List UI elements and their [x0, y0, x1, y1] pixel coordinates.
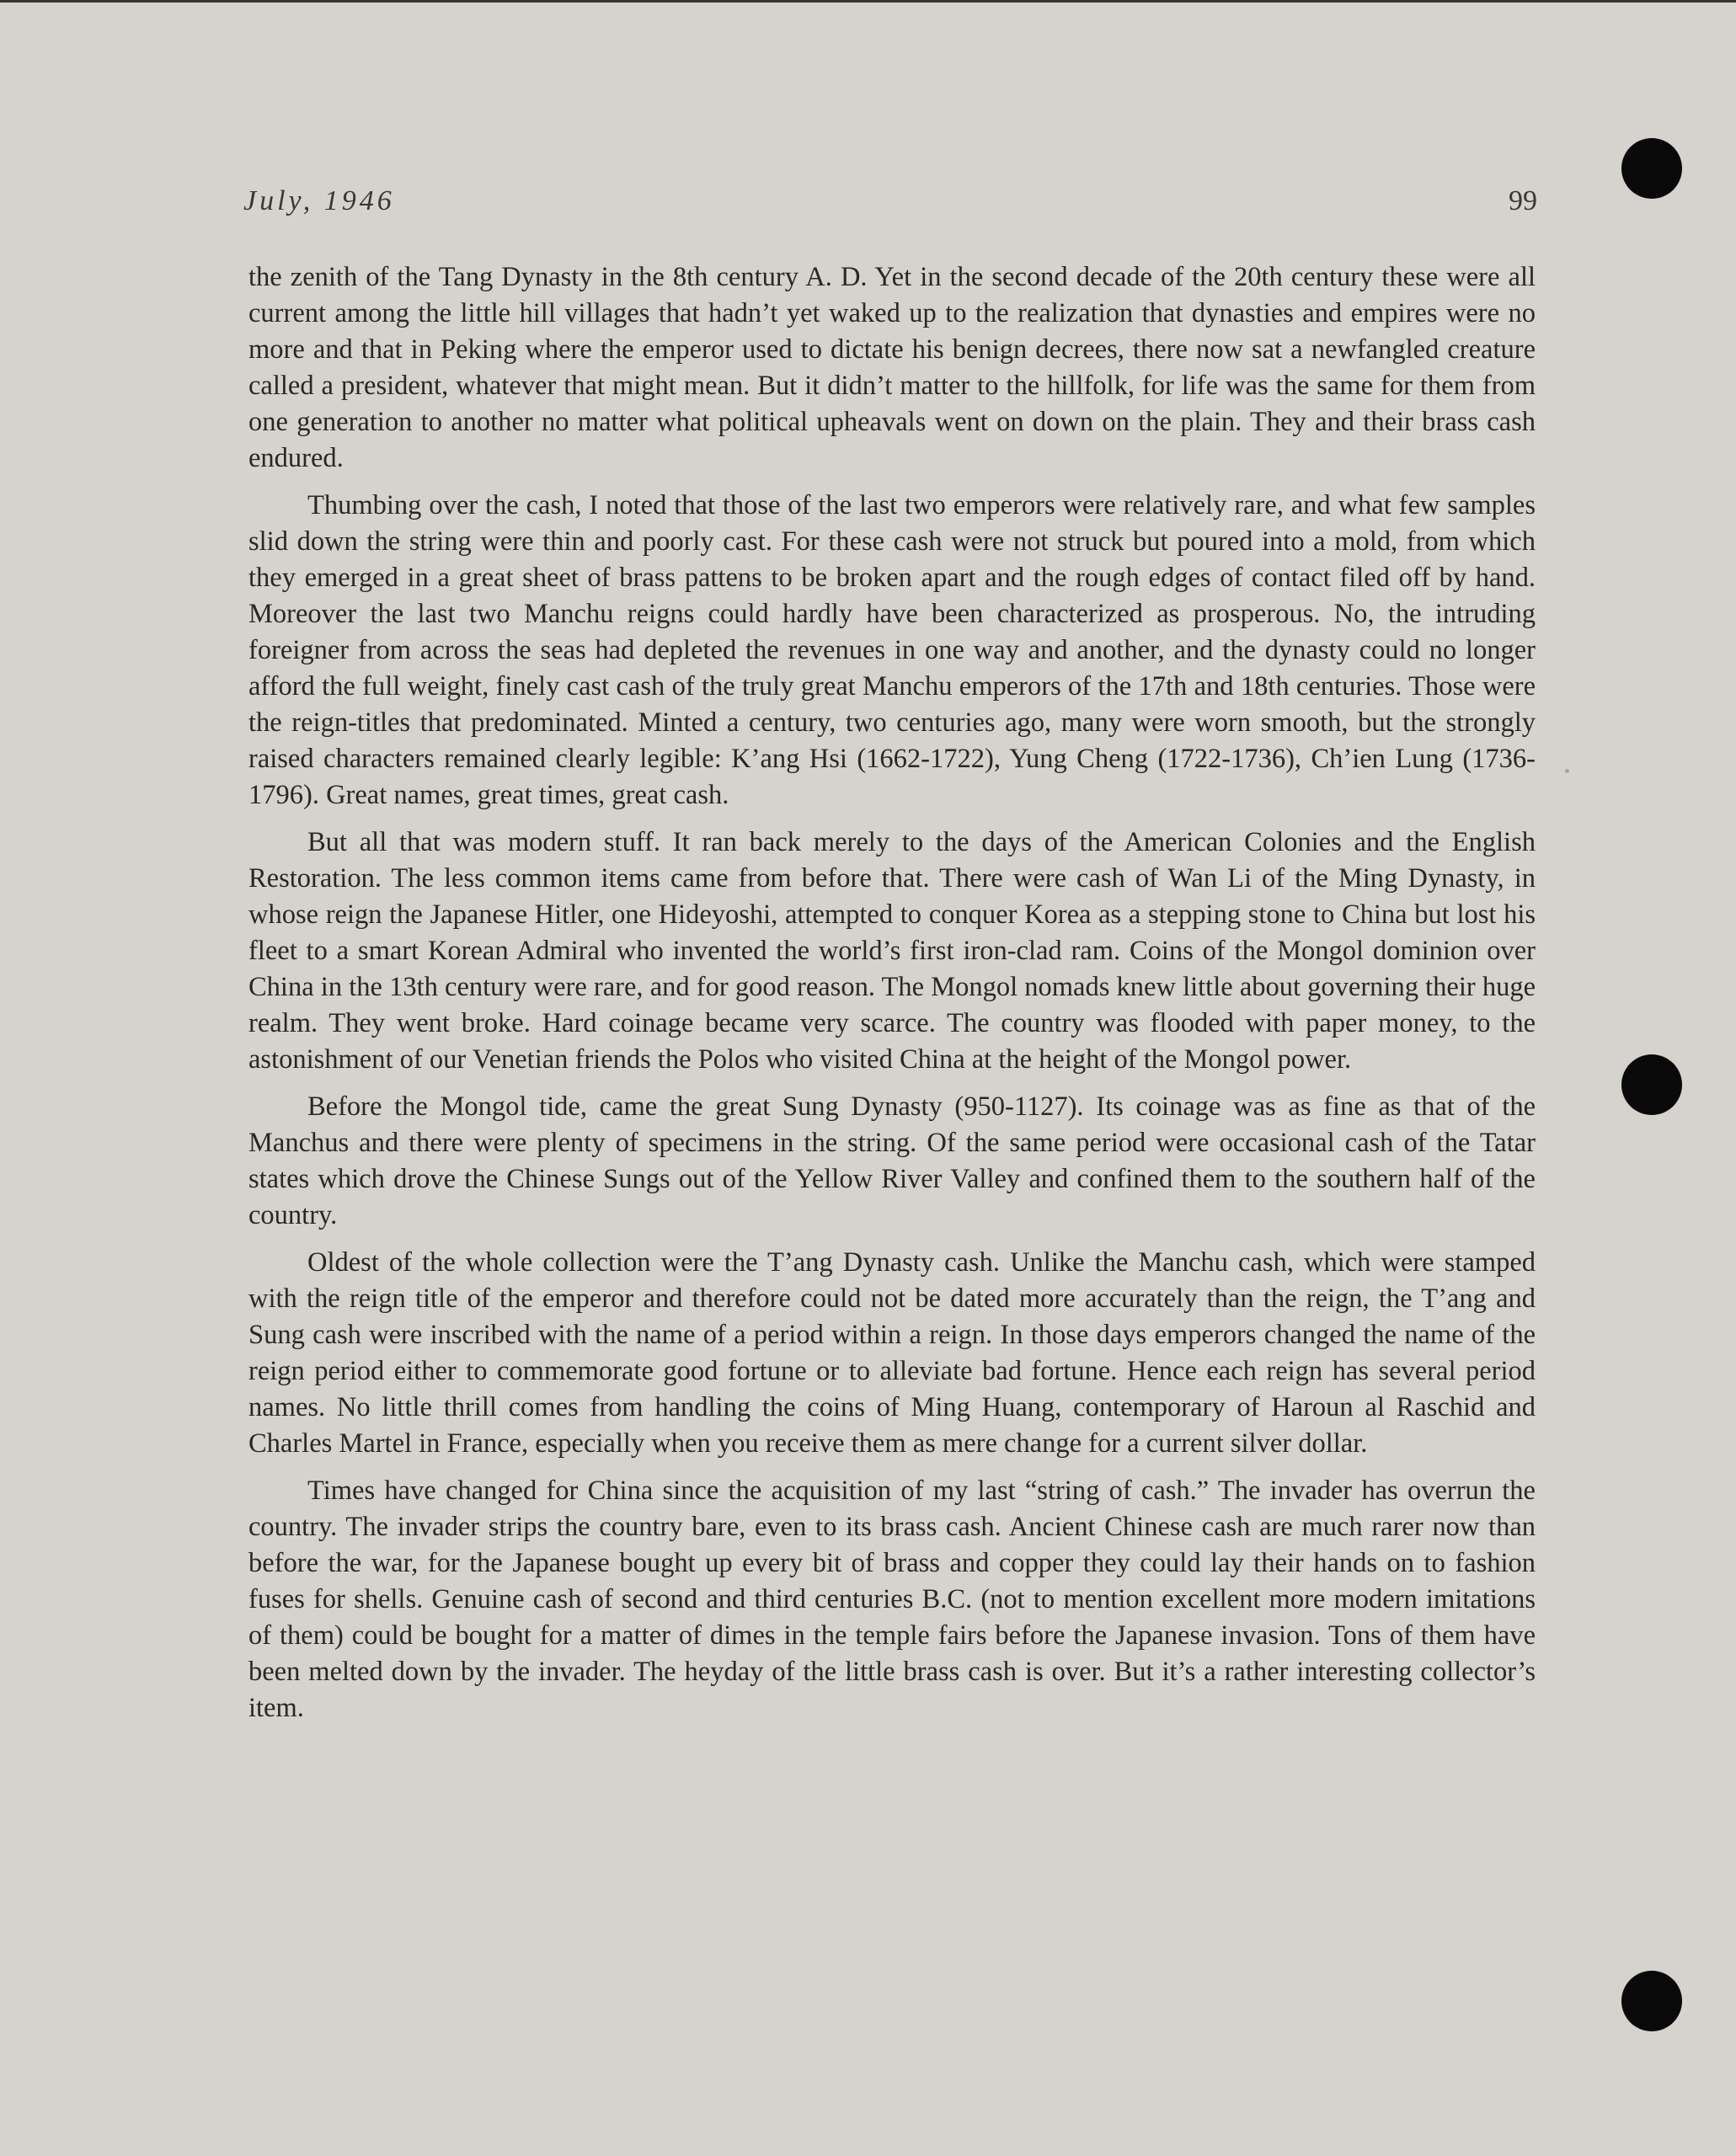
article-body — [248, 259, 1536, 1737]
paper-speck — [1565, 769, 1569, 773]
paragraph-6: Times have changed for China since the acquisition of my last “string of cash.” The invader has overrun the country. The invader strips the country bare, even to its brass cash. Ancient Chinese cash are much rarer now than before the war, for the Japanese bought up every bit of brass and copper they could lay their hands on to fashion fuses for shells. Genuine cash of second and third centuries B.C. (not to mention excellent more modern imitations of them) could be bought for a matter of dimes in the temple fairs before the Japanese invasion. Tons of them have been melted down by the invader. The heyday of the little brass cash is over. But it’s a rather interesting collector’s item. — [248, 1476, 1536, 1723]
binder-hole-bottom — [1621, 1971, 1682, 2031]
page-number: 99 — [1509, 185, 1537, 216]
binder-hole-middle — [1621, 1054, 1682, 1115]
paragraph-5: Oldest of the whole collection were the T’ang Dynasty cash. Unlike the Manchu cash, which were stamped with the reign title of the emperor and therefore could not be dated more accurately than the reign, the T’ang and Sung cash were inscribed with the name of a period within a reign. In those days emperors changed the name of the reign period either to commemorate good fortune or to alleviate bad fortune. Hence each reign has several period names. No little thrill comes from handling the coins of Ming Huang, contemporary of Haroun al Raschid and Charles Martel in France, especially when you receive them as mere change for a current silver dollar. — [248, 1247, 1536, 1459]
running-head — [243, 185, 1537, 227]
issue-date: July, 1946 — [243, 185, 395, 216]
paragraph-3: But all that was modern stuff. It ran back merely to the days of the American Colonies and the English Restoration. The less common items came from before that. There were cash of Wan Li of the Ming Dynasty, in whose reign the Japanese Hitler, one Hideyoshi, attempted to conquer Korea as a stepping stone to China but lost his fleet to a smart Korean Admiral who invented the world’s first iron-clad ram. Coins of the Mongol dominion over China in the 13th century were rare, and for good reason. The Mongol nomads knew little about governing their huge realm. They went broke. Hard coinage became very scarce. The country was flooded with paper money, to the astonishment of our Venetian friends the Polos who visited China at the height of the Mongol power. — [248, 827, 1536, 1075]
paragraph-1: the zenith of the Tang Dynasty in the 8th century A. D. Yet in the second decade of the 20th century these were all current among the little hill villages that hadn’t yet waked up to the realization that dynasties and empires were no more and that in Peking where the emperor used to dictate his benign decrees, there now sat a newfangled creature called a president, whatever that might mean. But it didn’t matter to the hillfolk, for life was the same for them from one generation to another no matter what political upheavals went on down on the plain. They and their brass cash endured. — [248, 262, 1536, 473]
page-top-edge — [0, 0, 1736, 3]
paragraph-4: Before the Mongol tide, came the great Sung Dynasty (950-1127). Its coinage was as fine as that of the Manchus and there were plenty of specimens in the string. Of the same period were occasional cash of the Tatar states which drove the Chinese Sungs out of the Yellow River Valley and confined them to the southern half of the country. — [248, 1091, 1536, 1230]
binder-hole-top — [1621, 138, 1682, 199]
paragraph-2: Thumbing over the cash, I noted that those of the last two emperors were relatively rare, and what few samples slid down the string were thin and poorly cast. For these cash were not struck but poured into a mold, from which they emerged in a great sheet of brass pattens to be broken apart and the rough edges of contact filed off by hand. Moreover the last two Manchu reigns could hardly have been characterized as prosperous. No, the intruding foreigner from across the seas had depleted the revenues in one way and another, and the dynasty could no longer afford the full weight, finely cast cash of the truly great Manchu emperors of the 17th and 18th centuries. Those were the reign-titles that predominated. Minted a century, two centuries ago, many were worn smooth, but the strongly raised characters remained clearly legible: K’ang Hsi (1662-1722), Yung Cheng (1722-1736), Ch’ien Lung (1736-1796). Great names, great times, great cash. — [248, 490, 1536, 810]
